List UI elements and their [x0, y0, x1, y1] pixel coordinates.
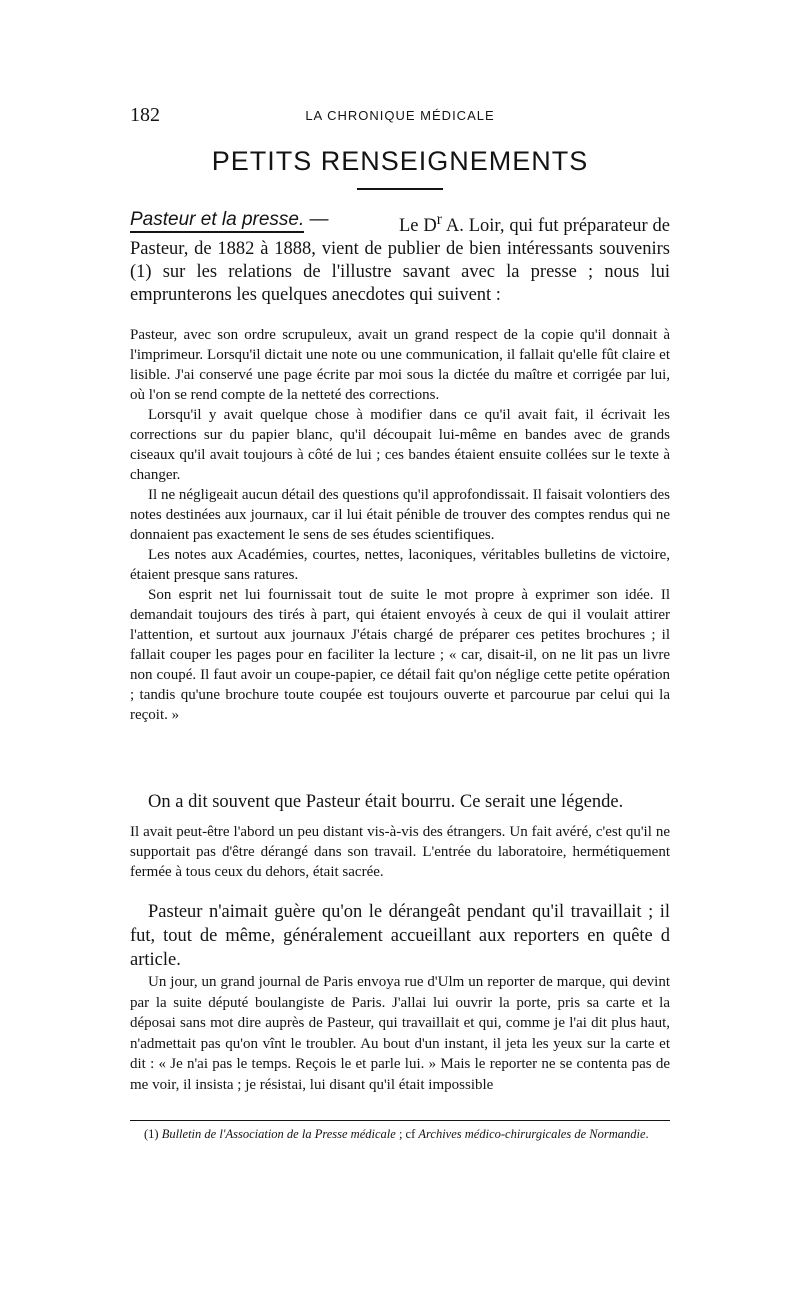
quote-paragraph: Son esprit net lui fournissait tout de suite le mot propre à exprimer son idée. Il demandait toujours des tirés à part, qui étaient envoyés à ceux de qui il voulait attirer l'attention, et surtout aux journaux J'étais chargé de préparer ces petites brochures ; il fallait couper les pages pour en faciliter la lecture ; « car, disait-il, on ne lit pas un livre non coupé. Il faut avoir un coupe-papier, ce détail fait qu'on néglige cette petite opération ; tandis qu'une brochure toute coupée est toujours ouverte et parcourue par celui qui la reçoit. »: [130, 587, 670, 723]
page-header: [130, 104, 670, 128]
rubric-heading: [130, 208, 395, 231]
footnote-separator: ; cf: [395, 1127, 419, 1141]
quote-paragraph: Lorsqu'il y avait quelque chose à modifier dans ce qu'il avait fait, il écrivait les corrections sur du papier blanc, qu'il découpait lui-même en bandes avec de grands ciseaux qu'il avait toujours à côté de lui ; ces bandes étaient ensuite collées sur le texte à changer.: [130, 407, 670, 483]
paragraph-laboratory: Il avait peut-être l'abord un peu distant vis-à-vis des étrangers. Un fait avéré, c'est qu'il ne supportait pas d'être dérangé dans son travail. L'entrée du laboratoire, hermétiquement fermée à tous ceux du dehors, était sacrée.: [130, 824, 670, 880]
title-rule: [357, 188, 443, 190]
running-head: LA CHRONIQUE MÉDICALE: [305, 108, 495, 123]
quote-paragraph: Il ne négligeait aucun détail des questions qu'il approfondissait. Il faisait volontiers des notes destinées aux journaux, car il lui était pénible de trouver des comptes rendus qui ne donnaient pas exactement le sens de ses études scientifiques.: [130, 487, 670, 543]
rubric-text: Pasteur et la presse.: [130, 209, 304, 233]
footnote-title-2: Archives médico-chirurgicales de Normandie: [418, 1127, 646, 1141]
quote-paragraph: Pasteur, avec son ordre scrupuleux, avait un grand respect de la copie qu'il donnait à l'imprimeur. Lorsqu'il dictait une note ou une communication, il fallait qu'elle fût claire et lisible. J'ai conservé une page écrite par moi sous la dictée du maître et corrigée par lui, où l'on se rend compte de la netteté des corrections.: [130, 327, 670, 403]
section-title: PETITS RENSEIGNEMENTS: [211, 146, 589, 176]
subhead-bourru: On a dit souvent que Pasteur était bourru. Ce serait une légende.: [148, 792, 624, 812]
footnote-title-1: Bulletin de l'Association de la Presse médicale: [161, 1127, 396, 1141]
intro-paragraph: [130, 208, 670, 307]
subhead-reporters: Pasteur n'aimait guère qu'on le dérangeât pendant qu'il travaillait ; il fut, tout de même, généralement accueillant aux reporters en quête d article.: [130, 902, 670, 970]
intro-superscript: r: [436, 211, 442, 228]
footnote: [130, 1126, 670, 1143]
rubric-dash: —: [309, 209, 329, 230]
footnote-rule: [130, 1120, 670, 1121]
footnote-marker: (1): [144, 1127, 159, 1141]
intro-text-start: Le D: [399, 216, 437, 237]
paragraph-reporter-anecdote: Un jour, un grand journal de Paris envoya rue d'Ulm un reporter de marque, qui devint par la suite député boulangiste de Paris. J'allai lui ouvrir la porte, pris sa carte et la déposai sans mot dire auprès de Pasteur, qui travaillait et qui, comme je l'ai dit plus haut, n'admettait pas qu'on vînt le troubler. Au bout d'un instant, il jeta les yeux sur la carte et dit : « Je n'ai pas le temps. Reçois le et parle lui. » Mais le reporter ne se contenta pas de me voir, il insista ; je résistai, lui disant qu'il était impossible: [130, 974, 670, 1093]
intro-text-rest: A. Loir, qui fut préparateur de Pasteur, de 1882 à 1888, vient de publier de bien intéressants souvenirs (1) sur les relations de l'illustre savant avec la presse ; nous lui emprunterons les quelques anecdotes qui suivent :: [130, 216, 670, 306]
quote-paragraph: Les notes aux Académies, courtes, nettes, laconiques, véritables bulletins de victoire, étaient presque sans ratures.: [130, 547, 670, 583]
footnote-end: .: [645, 1127, 649, 1141]
page-number: 182: [130, 104, 160, 126]
quoted-passage: [130, 325, 670, 725]
